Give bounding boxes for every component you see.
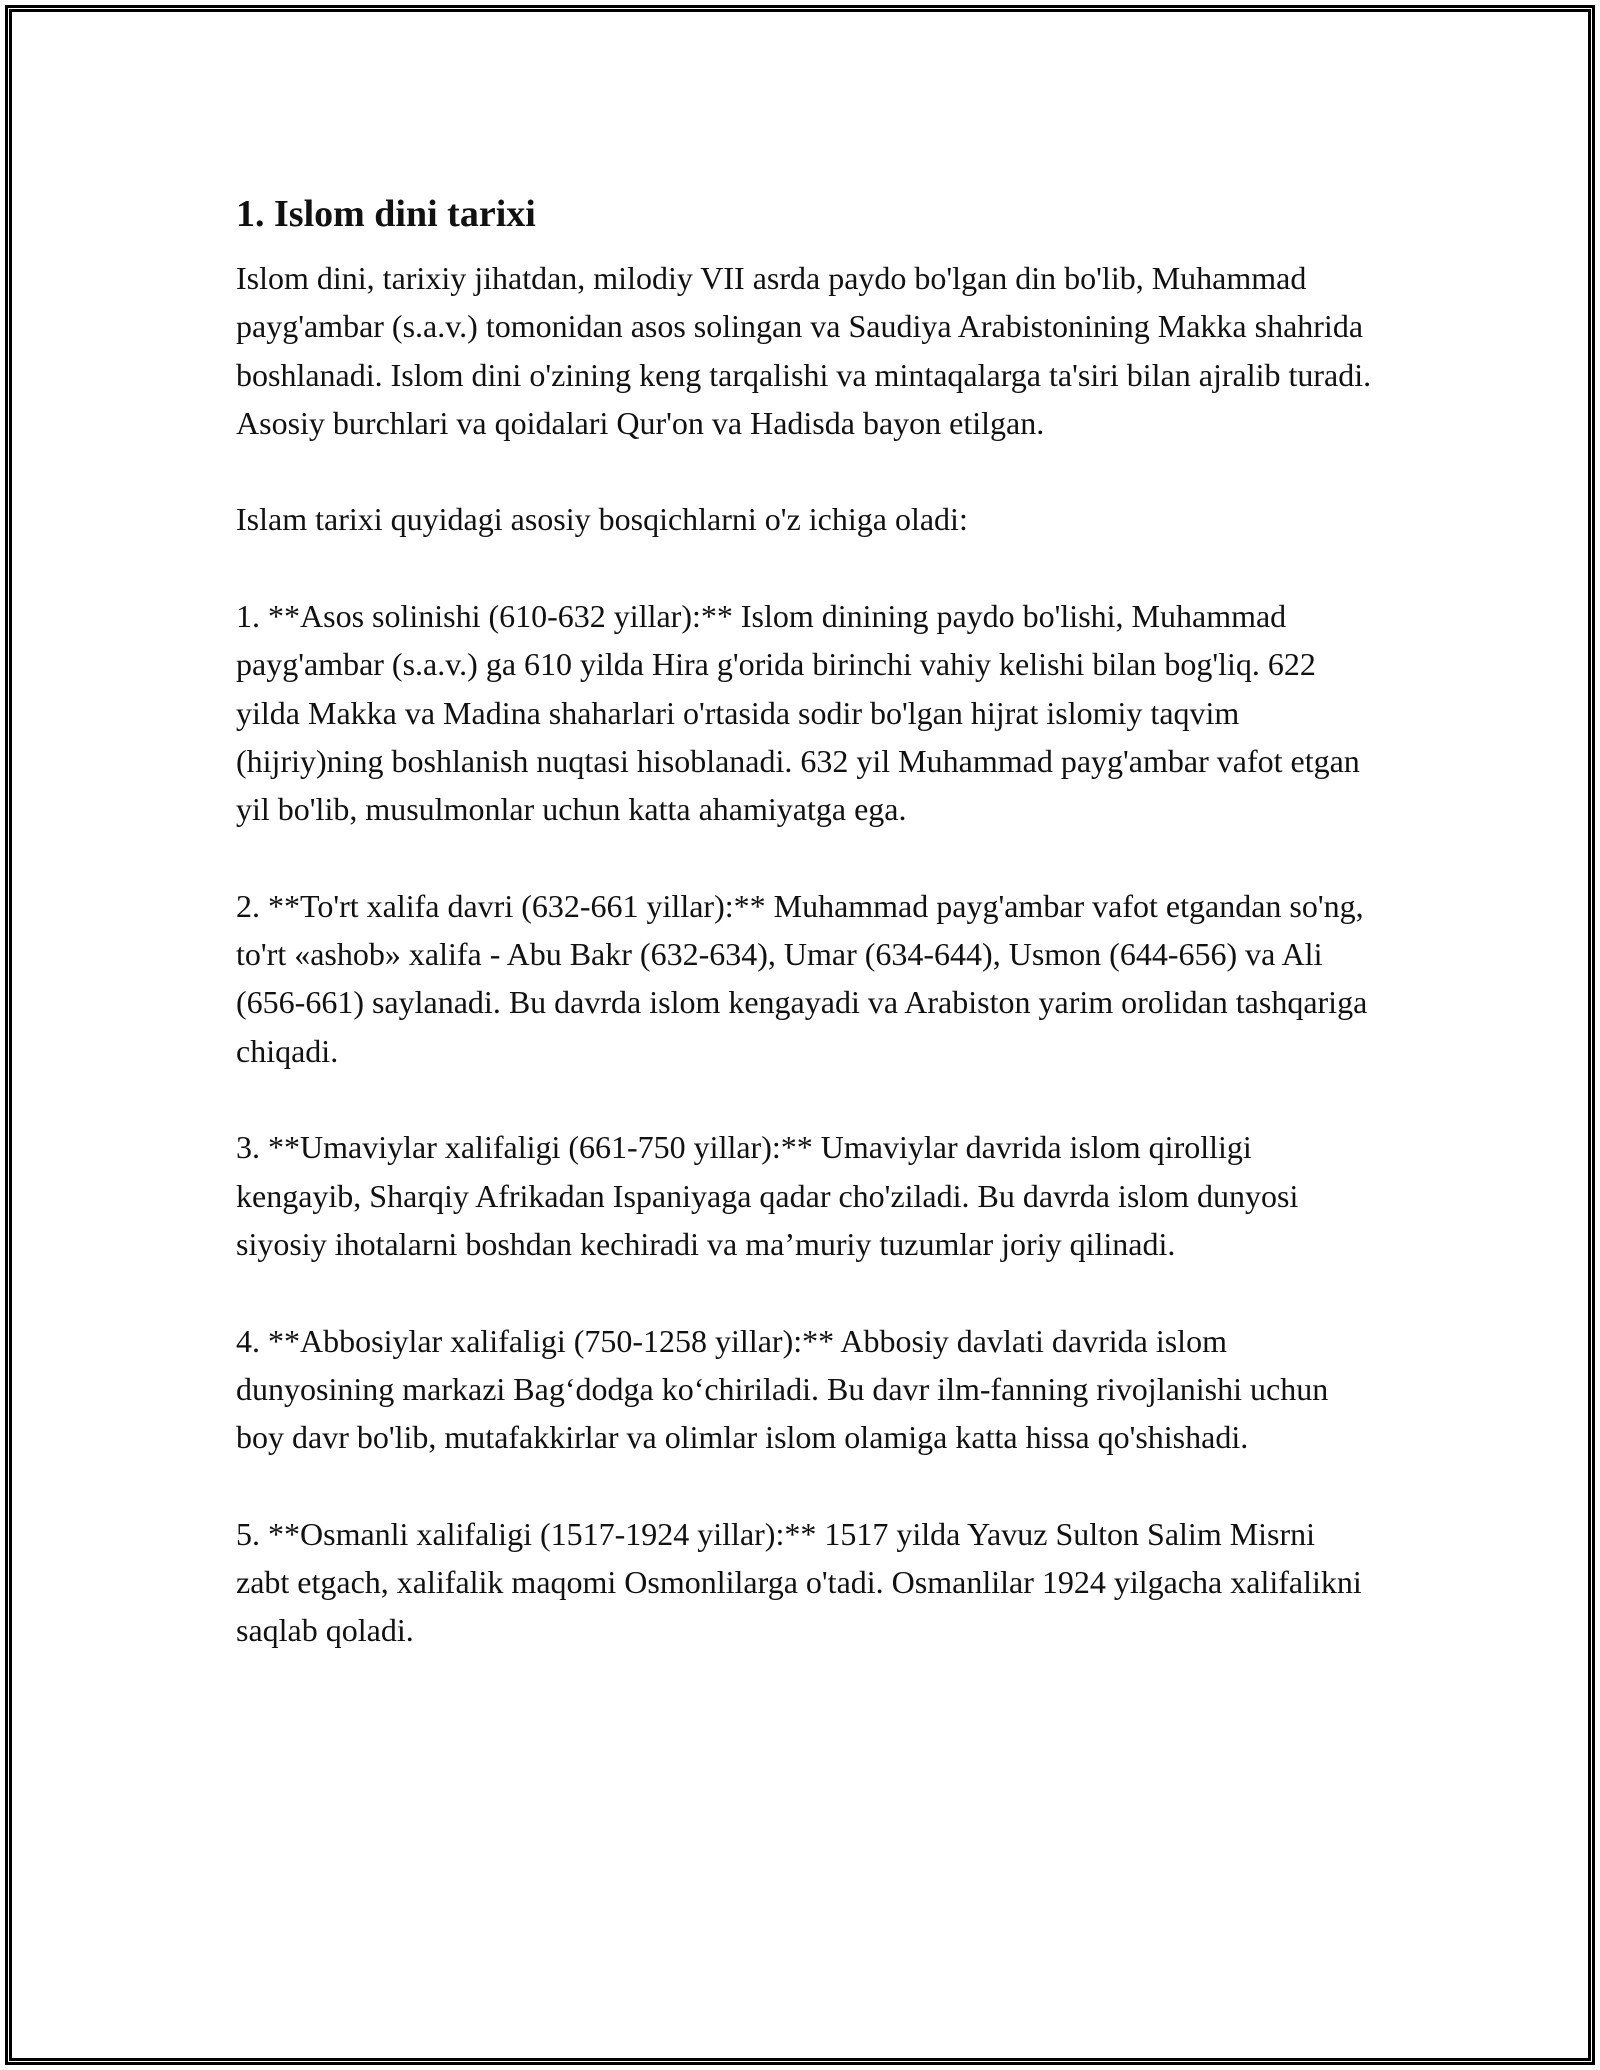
list-item-abbosiylar: 4. **Abbosiylar xalifaligi (750-1258 yillar):** Abbosiy davlati davrida islom dunyosining markazi Bag‘dodga ko‘chiriladi. Bu davr ilm-fanning rivojlanishi uchun boy davr bo'lib, mutafakkirlar va olimlar islom olamiga katta hissa qo'shishadi. [236,1322,1329,1456]
intro-paragraph: Islom dini, tarixiy jihatdan, milodiy VII asrda paydo bo'lgan din bo'lib, Muhammad payg'ambar (s.a.v.) tomonidan asos solingan va Saudiya Arabistonining Makka shahrida boshlanadi. Islom dini o'zining keng tarqalishi va mintaqalarga ta'siri bilan ajralib turadi. Asosiy burchlari va qoidalari Qur'on va Hadisda bayon etilgan. [236,260,1372,441]
list-item-tort-xalifa: 2. **To'rt xalifa davri (632-661 yillar):** Muhammad payg'ambar vafot etgandan so'ng, to'rt «ashob» xalifa - Abu Bakr (632-634), Umar (634-644), Usmon (644-656) va Ali (656-661) saylanadi. Bu davrda islom kengayadi va Arabiston yarim orolidan tashqariga chiqadi. [236,887,1368,1069]
list-item-umaviylar: 3. **Umaviylar xalifaligi (661-750 yillar):** Umaviylar davrida islom qirolligi kengayib, Sharqiy Afrikadan Ispaniyaga qadar cho'ziladi. Bu davrda islom dunyosi siyosiy ihotalarni boshdan kechiradi va ma’muriy tuzumlar joriy qilinadi. [236,1129,1299,1262]
list-item-osmanli: 5. **Osmanli xalifaligi (1517-1924 yillar):** 1517 yilda Yavuz Sulton Salim Misrni zabt etgach, xalifalik maqomi Osmonlilarga o'tadi. Osmanlilar 1924 yilgacha xalifalikni saqlab qoladi. [236,1515,1362,1649]
document-body [236,186,1376,1655]
stages-intro-paragraph: Islam tarixi quyidagi asosiy bosqichlarni o'z ichiga oladi: [236,501,968,538]
document-title: 1. Islom dini tarixi [236,193,536,235]
list-item-asos-solinishi: 1. **Asos solinishi (610-632 yillar):** Islom dinining paydo bo'lishi, Muhammad payg'ambar (s.a.v.) ga 610 yilda Hira g'orida birinchi vahiy kelishi bilan bog'liq. 622 yilda Makka va Madina shaharlari o'rtasida sodir bo'lgan hijrat islomiy taqvim (hijriy)ning boshlanish nuqtasi hisoblanadi. 632 yil Muhammad payg'ambar vafot etgan yil bo'lib, musulmonlar uchun katta ahamiyatga ega. [236,598,1360,828]
